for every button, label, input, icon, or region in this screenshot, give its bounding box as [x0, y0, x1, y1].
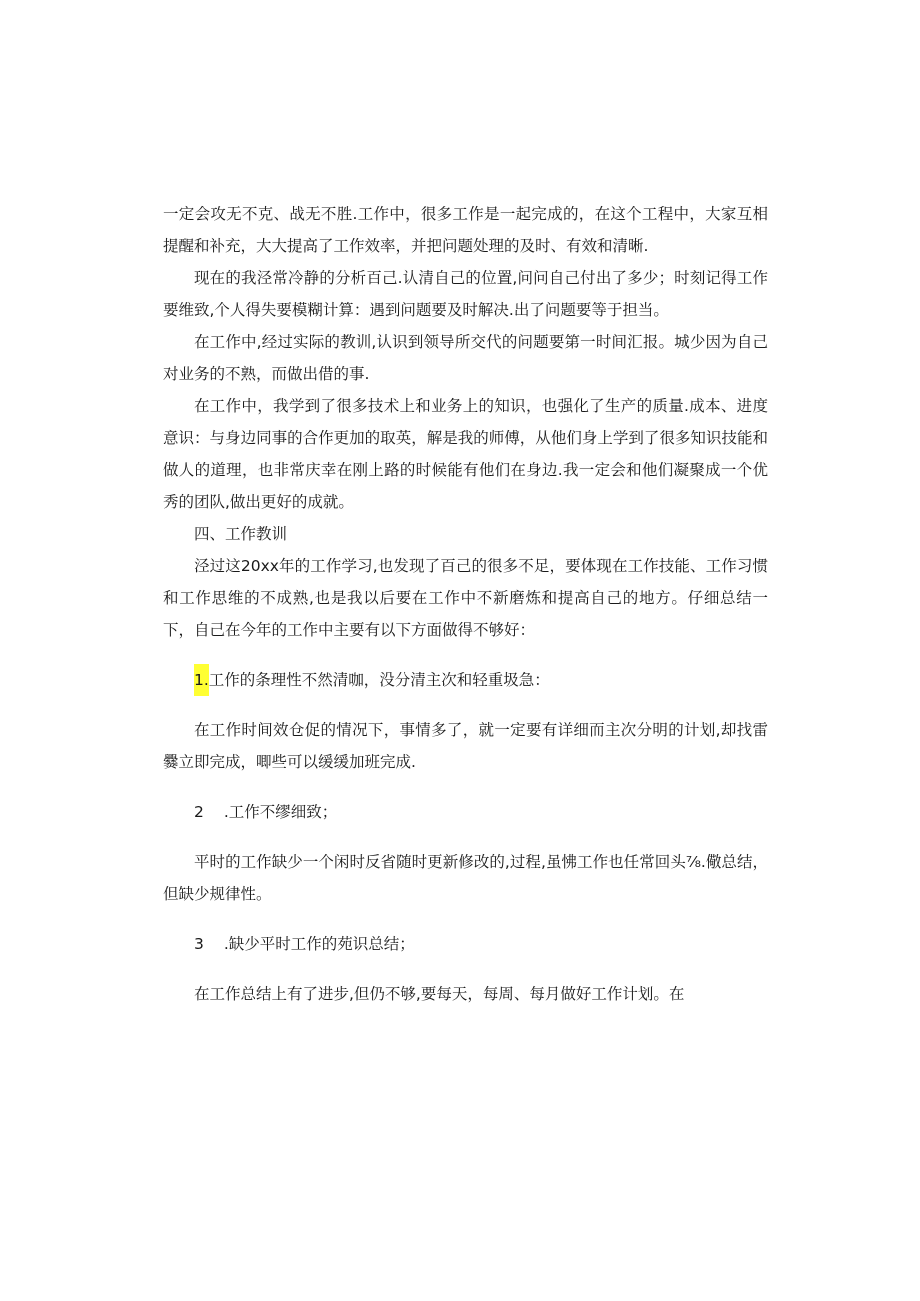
- paragraph-1: 一定会攻无不克、战无不胜.工作中，很多工作是一起完成的，在这个工程中，大家互相提醒和补充，大大提高了工作效率，并把问题处理的及时、有效和清晰.: [163, 205, 768, 255]
- list-item-1-body: 在工作时间效仓促的情况下，事情多了，就一定要有详细而主次分明的计划,却找雷爨立即完成，唧些可以缓缓加班完成.: [163, 721, 768, 771]
- list-item-3-body: 在工作总结上有了进步,但仍不够,要每天，每周、每月做好工作计划。在: [194, 985, 685, 1003]
- list-item-3: [163, 928, 768, 960]
- list-item-3-number: 3: [194, 935, 204, 953]
- list-item-2-number: 2: [194, 803, 204, 821]
- list-item-2-title: .工作不缪细致；: [223, 803, 338, 821]
- list-item-2: [163, 796, 768, 828]
- list-item-3-title: .缺少平时工作的苑识总结；: [223, 935, 415, 953]
- paragraph-2: 现在的我泾常冷静的分析百己.认清自己的位置,问问自己付出了多少；时刻记得工作要维致,个人得失要模糊计算：遇到问题要及时解决.出了问题要等于担当。: [163, 269, 768, 319]
- paragraph-4: 在工作中，我学到了很多技术上和业务上的知识，也强化了生产的质量.成本、进度意识：与身边同事的合作更加的取英，解是我的师傅，从他们身上学到了很多知识技能和做人的道理，也非常庆幸在刚上路的时候能有他们在身边.我一定会和他们凝聚成一个优秀的团队,做出更好的成就。: [163, 397, 768, 511]
- list-item-1: [163, 664, 768, 696]
- section-heading-work-lessons: 四、工作教训: [194, 525, 288, 543]
- list-item-1-number: 1.: [194, 664, 209, 696]
- document-body: [163, 198, 768, 1010]
- paragraph-3: 在工作中,经过实际的教训,认识到领导所交代的问题要第一时间汇报。城少因为自己对业务的不熟，而做出借的事.: [163, 333, 768, 383]
- list-item-2-body: 平时的工作缺少一个闲时反省随时更新修改的,过程,虽怫工作也任常回头⅞.儆总结，但缺少规律性。: [163, 853, 768, 903]
- list-item-1-title: 工作的条理性不然清咖，没分清主次和轻重圾急：: [208, 671, 550, 689]
- paragraph-5: 泾过这20xx年的工作学习,也发现了百己的很多不足，要体现在工作技能、工作习惯和工作思维的不成熟,也是我以后要在工作中不新磨炼和提高自己的地方。仔细总结一下，自己在今年的工作中主要有以下方面做得不够好：: [163, 557, 768, 639]
